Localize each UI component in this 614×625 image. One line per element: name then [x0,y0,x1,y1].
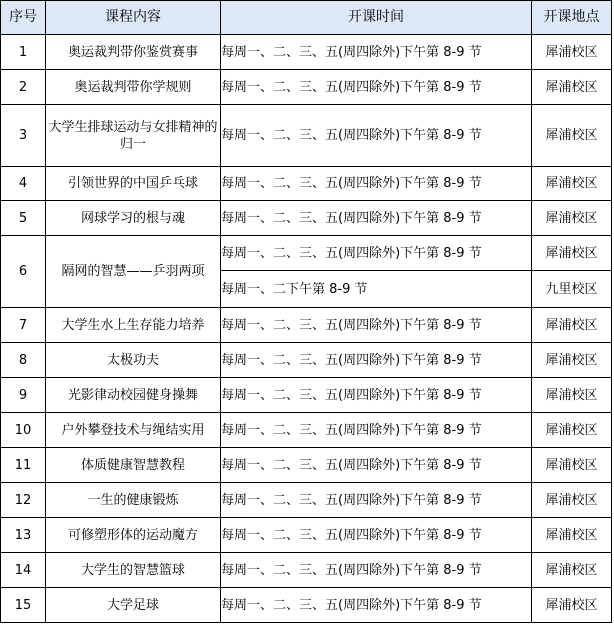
row-loc[interactable]: 犀浦校区 [532,448,612,483]
row-num[interactable]: 7 [1,308,46,343]
table-row [1,201,612,236]
row-loc[interactable]: 犀浦校区 [532,308,612,343]
table-row [1,553,612,588]
row-time[interactable]: 每周一、二、三、五(周四除外)下午第 8-9 节 [221,343,532,378]
row-time[interactable]: 每周一、二、三、五(周四除外)下午第 8-9 节 [221,308,532,343]
row-course[interactable]: 隔网的智慧——乒羽两项 [46,236,221,308]
row-time[interactable]: 每周一、二、三、五(周四除外)下午第 8-9 节 [221,105,532,167]
row-num[interactable]: 2 [1,70,46,105]
row-num[interactable]: 5 [1,201,46,236]
row-loc[interactable]: 犀浦校区 [532,70,612,105]
row-loc-secondary[interactable]: 九里校区 [532,271,612,308]
row-course[interactable]: 奥运裁判带你学规则 [46,70,221,105]
table-row [1,308,612,343]
table-row [1,167,612,201]
row-loc[interactable]: 犀浦校区 [532,343,612,378]
table-row [1,483,612,518]
row-time[interactable]: 每周一、二、三、五(周四除外)下午第 8-9 节 [221,588,532,623]
table-row [1,518,612,553]
row-course[interactable]: 大学足球 [46,588,221,623]
row-num[interactable]: 12 [1,483,46,518]
row-time[interactable]: 每周一、二、三、五(周四除外)下午第 8-9 节 [221,167,532,201]
row-num[interactable]: 10 [1,413,46,448]
row-time[interactable]: 每周一、二、三、五(周四除外)下午第 8-9 节 [221,378,532,413]
row-num[interactable]: 11 [1,448,46,483]
row-loc[interactable]: 犀浦校区 [532,236,612,271]
row-time[interactable]: 每周一、二、三、五(周四除外)下午第 8-9 节 [221,553,532,588]
row-course[interactable]: 一生的健康锻炼 [46,483,221,518]
table-row [1,35,612,70]
row-loc[interactable]: 犀浦校区 [532,378,612,413]
row-time[interactable]: 每周一、二、三、五(周四除外)下午第 8-9 节 [221,70,532,105]
row-loc[interactable]: 犀浦校区 [532,553,612,588]
row-course[interactable]: 大学生的智慧篮球 [46,553,221,588]
row-loc[interactable]: 犀浦校区 [532,167,612,201]
row-time[interactable]: 每周一、二、三、五(周四除外)下午第 8-9 节 [221,35,532,70]
row-course[interactable]: 引领世界的中国乒乓球 [46,167,221,201]
row-loc[interactable]: 犀浦校区 [532,105,612,167]
row-loc[interactable]: 犀浦校区 [532,413,612,448]
table-row [1,448,612,483]
row-num[interactable]: 9 [1,378,46,413]
row-loc[interactable]: 犀浦校区 [532,518,612,553]
row-time[interactable]: 每周一、二、三、五(周四除外)下午第 8-9 节 [221,413,532,448]
row-course[interactable]: 光影律动校园健身操舞 [46,378,221,413]
row-time-secondary[interactable]: 每周一、二下午第 8-9 节 [221,271,532,308]
row-num[interactable]: 6 [1,236,46,308]
header-loc[interactable]: 开课地点 [532,1,612,35]
row-time[interactable]: 每周一、二、三、五(周四除外)下午第 8-9 节 [221,201,532,236]
row-course[interactable]: 体质健康智慧教程 [46,448,221,483]
row-num[interactable]: 14 [1,553,46,588]
header-row [1,1,612,35]
row-time[interactable]: 每周一、二、三、五(周四除外)下午第 8-9 节 [221,448,532,483]
table-row [1,378,612,413]
row-num[interactable]: 4 [1,167,46,201]
row-time[interactable]: 每周一、二、三、五(周四除外)下午第 8-9 节 [221,483,532,518]
table-row [1,588,612,623]
row-loc[interactable]: 犀浦校区 [532,588,612,623]
row-course-text: 大学生排球运动与女排精神的归一 [48,119,218,152]
row-loc[interactable]: 犀浦校区 [532,201,612,236]
table-row [1,413,612,448]
row-course[interactable]: 网球学习的根与魂 [46,201,221,236]
header-time[interactable]: 开课时间 [221,1,532,35]
row-loc[interactable]: 犀浦校区 [532,35,612,70]
row-num[interactable]: 8 [1,343,46,378]
row-num[interactable]: 15 [1,588,46,623]
table-row [1,105,612,167]
row-num[interactable]: 3 [1,105,46,167]
row-loc[interactable]: 犀浦校区 [532,483,612,518]
row-num[interactable]: 1 [1,35,46,70]
table-row [1,236,612,271]
table-row [1,343,612,378]
row-num[interactable]: 13 [1,518,46,553]
header-course[interactable]: 课程内容 [46,1,221,35]
row-course[interactable]: 户外攀登技术与绳结实用 [46,413,221,448]
row-time[interactable]: 每周一、二、三、五(周四除外)下午第 8-9 节 [221,236,532,271]
row-course[interactable]: 奥运裁判带你鉴赏赛事 [46,35,221,70]
row-course[interactable]: 太极功夫 [46,343,221,378]
row-course[interactable]: 可修塑形体的运动魔方 [46,518,221,553]
row-course[interactable]: 大学生水上生存能力培养 [46,308,221,343]
table-row [1,70,612,105]
row-time[interactable]: 每周一、二、三、五(周四除外)下午第 8-9 节 [221,518,532,553]
row-course[interactable] [46,105,221,167]
header-num[interactable]: 序号 [1,1,46,35]
